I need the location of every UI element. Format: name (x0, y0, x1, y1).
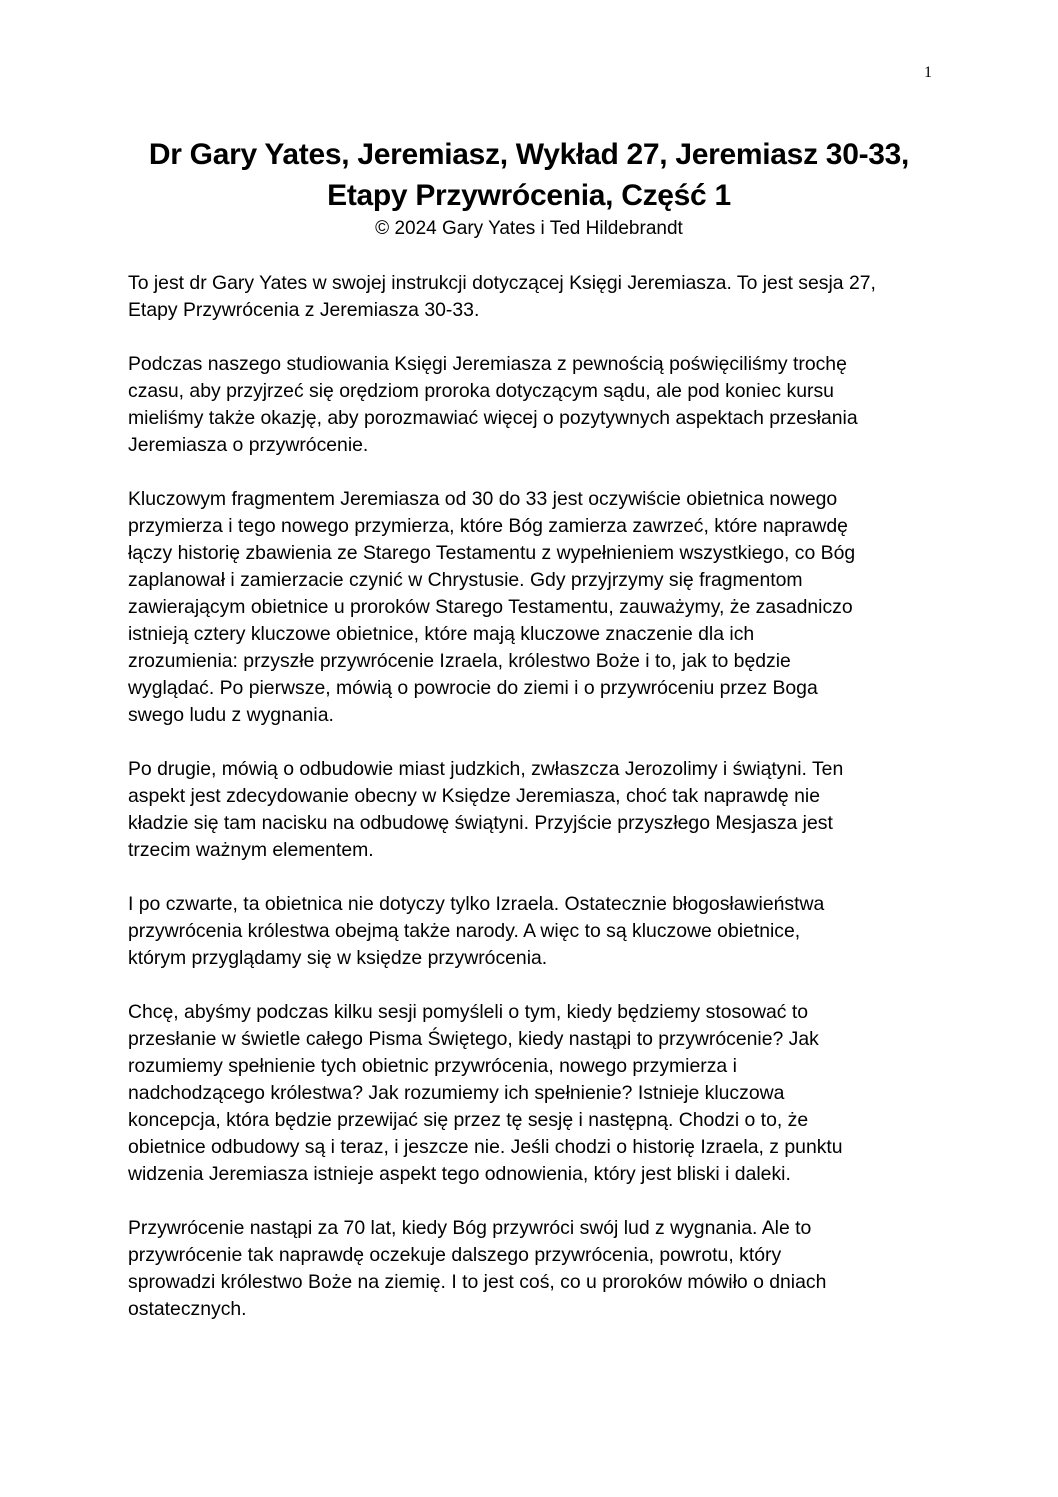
paragraph-line: Podczas naszego studiowania Księgi Jeremiasza z pewnością poświęciliśmy trochę (128, 353, 847, 375)
copyright-notice: © 2024 Gary Yates i Ted Hildebrandt (375, 218, 683, 239)
document-title-line-2: Etapy Przywrócenia, Część 1 (327, 179, 731, 212)
paragraph (128, 756, 934, 864)
document-body (128, 270, 934, 1350)
paragraph-line: rozumiemy spełnienie tych obietnic przywrócenia, nowego przymierza i (128, 1055, 737, 1077)
paragraph-line: kładzie się tam nacisku na odbudowę świątyni. Przyjście przyszłego Mesjasza jest (128, 812, 833, 834)
paragraph (128, 486, 934, 729)
paragraph-line: istnieją cztery kluczowe obietnice, które mają kluczowe znaczenie dla ich (128, 623, 755, 645)
paragraph (128, 891, 934, 972)
paragraph-line: trzecim ważnym elementem. (128, 839, 374, 861)
paragraph (128, 1215, 934, 1323)
paragraph-line: czasu, aby przyjrzeć się orędziom proroka dotyczącym sądu, ale pod koniec kursu (128, 380, 834, 402)
paragraph-line: Chcę, abyśmy podczas kilku sesji pomyśleli o tym, kiedy będziemy stosować to (128, 1001, 809, 1023)
paragraph-line: nadchodzącego królestwa? Jak rozumiemy ich spełnienie? Istnieje kluczowa (128, 1082, 785, 1104)
paragraph-line: przymierza i tego nowego przymierza, które Bóg zamierza zawrzeć, które naprawdę (128, 515, 848, 537)
paragraph-line: zaplanował i zamierzacie czynić w Chrystusie. Gdy przyjrzymy się fragmentom (128, 569, 803, 591)
paragraph-line: To jest dr Gary Yates w swojej instrukcji dotyczącej Księgi Jeremiasza. To jest sesja 27, (128, 272, 876, 294)
paragraph-line: widzenia Jeremiasza istnieje aspekt tego odnowienia, który jest bliski i daleki. (128, 1163, 791, 1185)
paragraph-line: sprowadzi królestwo Boże na ziemię. I to jest coś, co u proroków mówiło o dniach (128, 1271, 827, 1293)
paragraph-line: wyglądać. Po pierwsze, mówią o powrocie do ziemi i o przywróceniu przez Boga (128, 677, 818, 699)
paragraph-line: I po czwarte, ta obietnica nie dotyczy tylko Izraela. Ostatecznie błogosławieństwa (128, 893, 825, 915)
paragraph-line: aspekt jest zdecydowanie obecny w Księdze Jeremiasza, choć tak naprawdę nie (128, 785, 820, 807)
paragraph (128, 270, 934, 324)
paragraph (128, 999, 934, 1188)
page-number: 1 (924, 64, 932, 81)
paragraph-line: mieliśmy także okazję, aby porozmawiać więcej o pozytywnych aspektach przesłania (128, 407, 858, 429)
paragraph-line: łączy historię zbawienia ze Starego Testamentu z wypełnieniem wszystkiego, co Bóg (128, 542, 856, 564)
paragraph-line: ostatecznych. (128, 1298, 247, 1320)
document-header (110, 134, 948, 241)
paragraph-line: zawierającym obietnice u proroków Starego Testamentu, zauważymy, że zasadniczo (128, 596, 853, 618)
paragraph-line: Przywrócenie nastąpi za 70 lat, kiedy Bóg przywróci swój lud z wygnania. Ale to (128, 1217, 812, 1239)
paragraph-line: Etapy Przywrócenia z Jeremiasza 30-33. (128, 299, 480, 321)
paragraph-line: Po drugie, mówią o odbudowie miast judzkich, zwłaszcza Jerozolimy i świątyni. Ten (128, 758, 844, 780)
paragraph-line: koncepcja, która będzie przewijać się przez tę sesję i następną. Chodzi o to, że (128, 1109, 809, 1131)
paragraph-line: przywrócenia królestwa obejmą także narody. A więc to są kluczowe obietnice, (128, 920, 801, 942)
paragraph-line: Kluczowym fragmentem Jeremiasza od 30 do 33 jest oczywiście obietnica nowego (128, 488, 838, 510)
paragraph-line: zrozumienia: przyszłe przywrócenie Izraela, królestwo Boże i to, jak to będzie (128, 650, 791, 672)
paragraph-line: swego ludu z wygnania. (128, 704, 334, 726)
paragraph-line: obietnice odbudowy są i teraz, i jeszcze nie. Jeśli chodzi o historię Izraela, z punktu (128, 1136, 843, 1158)
paragraph (128, 351, 934, 459)
paragraph-line: przesłanie w świetle całego Pisma Świętego, kiedy nastąpi to przywrócenie? Jak (128, 1028, 819, 1050)
paragraph-line: przywrócenie tak naprawdę oczekuje dalszego przywrócenia, powrotu, który (128, 1244, 782, 1266)
document-title-line-1: Dr Gary Yates, Jeremiasz, Wykład 27, Jeremiasz 30-33, (148, 138, 910, 171)
paragraph-line: którym przyglądamy się w księdze przywrócenia. (128, 947, 548, 969)
paragraph-line: Jeremiasza o przywrócenie. (128, 434, 369, 456)
